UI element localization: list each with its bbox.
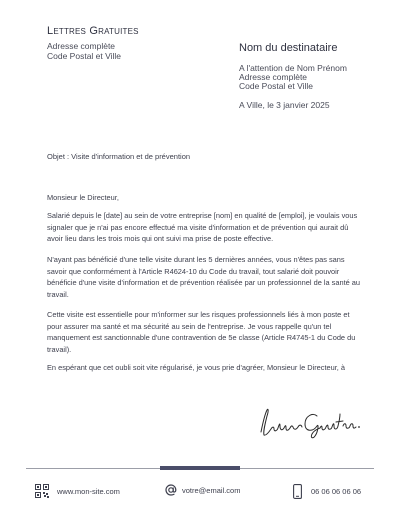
paragraph-3: Cette visite est essentielle pour m'informer sur les risques professionnels liés à mon poste et pour assurer ma santé et ma sécurité au sein de l'entreprise. Je vous rappelle qu'un tel manquement est sanctionnable d'une contravention de 5e classe (Article R4745-1 du Code du travail). (47, 310, 356, 354)
website-text: www.mon-site.com (57, 486, 120, 496)
sender-postal: Code Postal et Ville (47, 51, 122, 61)
letter-date: A Ville, le 3 janvier 2025 (239, 100, 330, 110)
phone-icon (293, 484, 302, 499)
sender-name: Lettres Gratuites (47, 25, 139, 37)
recipient-attention: A l'attention de Nom Prénom (239, 63, 347, 73)
paragraph-4: En espérant que cet oubli soit vite régularisé, je vous prie d'agréer, Monsieur le Directeur, à (47, 363, 346, 372)
email-text: votre@email.com (182, 485, 241, 495)
footer-email[interactable] (165, 484, 240, 496)
paragraph-2: N'ayant pas bénéficié d'une telle visite durant les 5 dernières années, vous n'êtes pas sans savoir que conformément à l'Article R4624-10 du Code du travail, tout salarié doit pouvoir bénéficie d'une visite d'information et de prévention réalisée par un professionnel de la santé au travail. (47, 255, 361, 299)
footer-phone[interactable] (293, 484, 361, 499)
recipient-name: Nom du destinataire (239, 42, 338, 54)
salutation: Monsieur le Directeur, (47, 193, 119, 202)
qr-code-icon (35, 484, 49, 498)
at-icon (165, 484, 177, 496)
footer-accent-bar (160, 466, 240, 470)
paragraph-1: Salarié depuis le [date] au sein de votre entreprise [nom] en qualité de [emploi], je voulais vous signaler que je n'ai pas encore effectué ma visite d'information et de prévention qui aurait dû avoir lieu dans les trois mois qui ont suivi ma prise de poste effective. (47, 211, 358, 244)
letter-object: Objet : Visite d'information et de prévention (47, 152, 191, 161)
handwritten-signature (255, 402, 365, 442)
phone-text: 06 06 06 06 06 (311, 487, 362, 496)
recipient-address: Adresse complète (239, 72, 308, 82)
recipient-postal: Code Postal et Ville (239, 81, 314, 91)
sender-address: Adresse complète (47, 41, 116, 51)
footer-website[interactable] (35, 484, 120, 498)
